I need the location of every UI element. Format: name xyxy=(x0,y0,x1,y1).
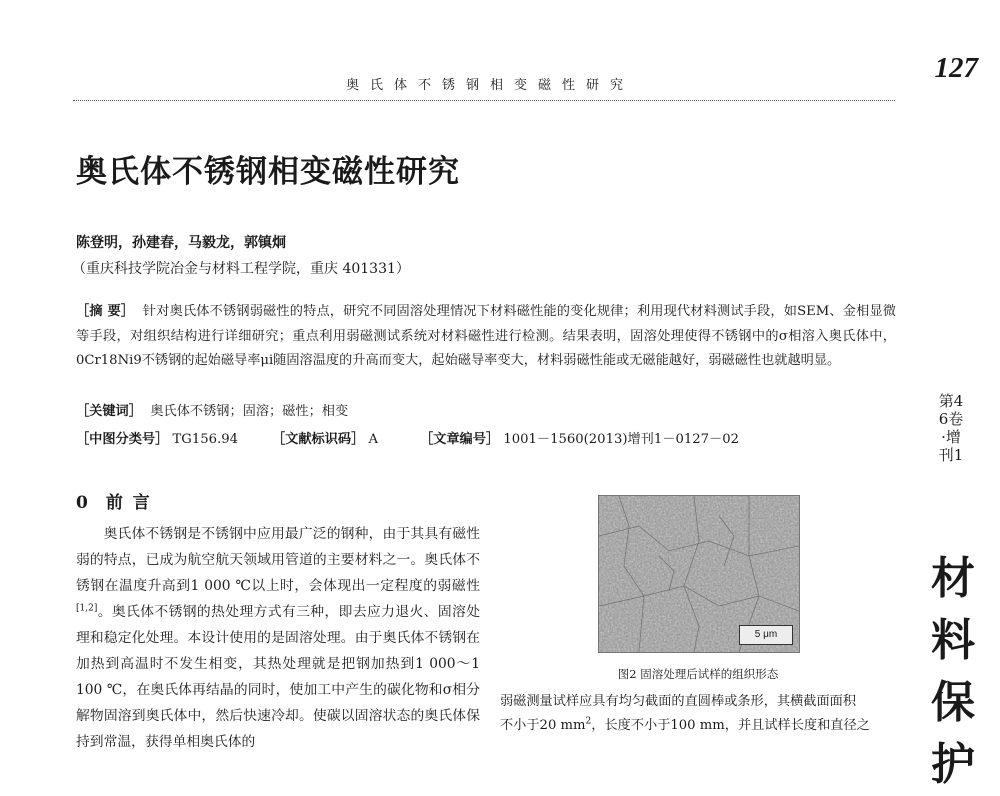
abstract-text: 针对奥氏体不锈钢弱磁性的特点，研究不同固溶处理情况下材料磁性能的变化规律；利用现代材料测试手段，如SEM、金相显微等手段，对组织结构进行详细研究；重点利用弱磁测试系统对材料磁性进行检测。结果表明，固溶处理使得不锈钢中的σ相溶入奥氏体中，0Cr18Ni9不锈钢的起始磁导率μi随固溶温度的升高而变大，起始磁导率变大，材料弱磁性能或无磁能越好，弱磁磁性也就越明显。 xyxy=(76,304,896,368)
keywords xyxy=(76,400,348,419)
figure-caption: 图2 固溶处理后试样的组织形态 xyxy=(617,667,779,681)
paragraph xyxy=(76,521,480,755)
article-id-value: 1001－1560(2013)增刊1－0127－02 xyxy=(503,432,739,447)
keywords-text: 奥氏体不锈钢；固溶；磁性；相变 xyxy=(150,404,349,419)
section-number: 0 xyxy=(76,493,90,513)
article-id-label: ［文章编号］ xyxy=(420,432,500,447)
page-number: 127 xyxy=(934,52,978,84)
header-divider xyxy=(73,100,895,101)
article-number xyxy=(420,428,739,447)
paragraph-part: 奥氏体不锈钢是不锈钢中应用最广泛的钢种，由于其具有磁性弱的特点，已成为航空航天领域用管道的主要材料之一。奥氏体不锈钢在温度升高到1 000 ℃以上时，会体现出一定程度的弱磁性 xyxy=(76,526,480,594)
clc-value: TG156.94 xyxy=(172,432,238,447)
abstract xyxy=(76,300,896,374)
running-header-title: 奥氏体不锈钢相变磁性研究 xyxy=(345,78,634,93)
author-list: 陈登明，孙建春，马毅龙，郭镇炯 xyxy=(76,235,286,251)
doc-code-label: ［文献标识码］ xyxy=(272,432,365,447)
document-code xyxy=(272,428,378,447)
affiliation: （重庆科技学院冶金与材料工程学院，重庆 401331） xyxy=(72,261,410,277)
micrograph-figure xyxy=(598,495,800,653)
superscript: 2 xyxy=(585,716,592,727)
clc-label: ［中图分类号］ xyxy=(76,432,169,447)
abstract-label: ［摘 要］ xyxy=(76,304,135,319)
scale-bar: 5 μm xyxy=(739,625,793,645)
spine-journal-name: 材料保护 xyxy=(931,553,975,790)
text-part: 不小于20 mm xyxy=(500,718,586,733)
text-part: ，长度不小于100 mm，并且试样长度和直径之 xyxy=(591,718,870,733)
citation: [1,2] xyxy=(76,603,98,614)
body-text-right-column xyxy=(500,690,896,738)
body-text-left-column xyxy=(76,521,480,755)
text-line xyxy=(500,714,896,738)
section-heading xyxy=(76,488,152,513)
text-line: 弱磁测量试样应具有均匀截面的直圆棒或条形，其横截面面积 xyxy=(500,694,857,709)
spine-volume-issue: 第46卷·增刊1 xyxy=(938,392,964,464)
section-title: 前 言 xyxy=(105,493,152,513)
article-title: 奥氏体不锈钢相变磁性研究 xyxy=(76,154,460,190)
clc-number xyxy=(76,428,238,447)
keywords-label: ［关键词］ xyxy=(76,404,142,419)
paragraph-part: 。奥氏体不锈钢的热处理方式有三种，即去应力退火、固溶处理和稳定化处理。本设计使用的是固溶处理。由于奥氏体不锈钢在加热到高温时不发生相变，其热处理就是把钢加热到1 000～1 100 ℃，在奥氏体再结晶的同时，使加工中产生的碳化物和σ相分解物固溶到奥氏体中，然后快速冷却。使碳以固溶状态的奥氏体保持到常温，获得单相奥氏体的 xyxy=(76,604,480,750)
doc-code-value: A xyxy=(368,432,379,447)
